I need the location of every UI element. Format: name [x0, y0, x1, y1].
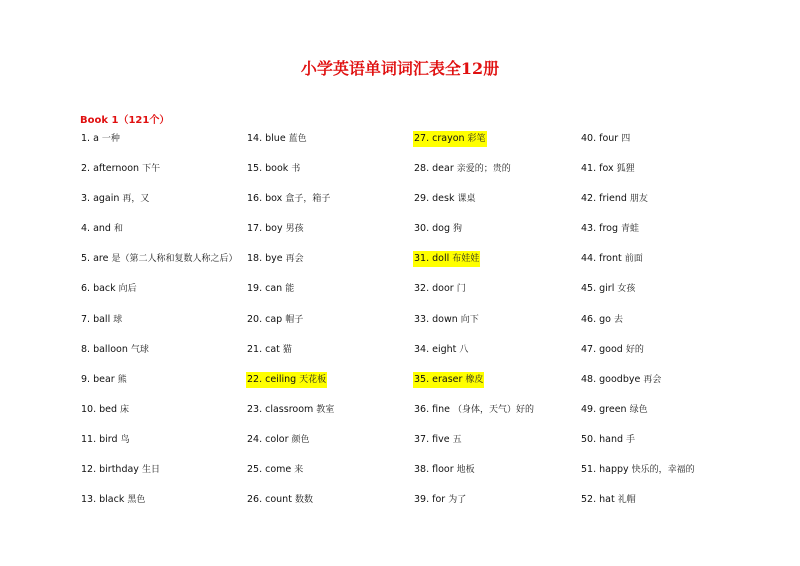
- english-word: 37. five: [414, 433, 450, 445]
- vocab-entry: [580, 191, 649, 207]
- english-word: 25. come: [247, 464, 292, 476]
- chinese-meaning: 猫: [282, 344, 292, 355]
- vocab-cell: [246, 191, 413, 221]
- english-word: 31. doll: [414, 253, 450, 265]
- vocab-entry: [580, 342, 645, 358]
- english-word: 49. green: [581, 403, 627, 415]
- vocab-cell: [80, 402, 246, 432]
- english-word: 18. bye: [247, 253, 283, 265]
- chinese-meaning: 狐狸: [616, 164, 635, 175]
- english-word: 29. desk: [414, 193, 455, 205]
- english-word: 36. fine: [414, 403, 450, 415]
- vocab-cell: [580, 432, 747, 462]
- vocab-entry: [246, 312, 304, 328]
- chinese-meaning: 床: [120, 404, 130, 415]
- vocabulary-grid: [80, 131, 747, 522]
- vocab-cell: [246, 131, 413, 161]
- chinese-meaning: 好的: [625, 344, 644, 355]
- english-word: 17. boy: [247, 223, 283, 235]
- english-word: 8. balloon: [81, 343, 128, 355]
- chinese-meaning: 数数: [294, 495, 313, 506]
- chinese-meaning: 礼帽: [617, 495, 636, 506]
- vocab-cell: [246, 432, 413, 462]
- chinese-meaning: 和: [113, 224, 123, 235]
- vocab-entry: [580, 281, 636, 297]
- english-word: 6. back: [81, 283, 116, 295]
- vocab-entry: [580, 462, 696, 478]
- english-word: 45. girl: [581, 283, 615, 295]
- english-word: 1. a: [81, 133, 99, 144]
- vocab-cell: [80, 372, 246, 402]
- chinese-meaning: 黑色: [127, 495, 146, 506]
- chinese-meaning: 再会: [643, 374, 662, 385]
- vocab-entry: [80, 342, 150, 358]
- vocab-entry: [80, 492, 146, 508]
- chinese-meaning: 再会: [285, 254, 304, 265]
- english-word: 27. crayon: [414, 133, 465, 144]
- vocab-cell: [413, 432, 580, 462]
- vocab-entry: [80, 131, 121, 147]
- chinese-meaning: 手: [626, 434, 636, 445]
- vocab-entry: [80, 372, 128, 388]
- vocab-entry: [246, 131, 308, 147]
- chinese-meaning: 门: [456, 284, 466, 295]
- chinese-meaning: （身体，天气）好的: [452, 404, 534, 415]
- english-word: 4. and: [81, 223, 111, 235]
- vocab-cell: [580, 342, 747, 372]
- vocab-entry: [80, 221, 124, 237]
- vocab-entry: [246, 492, 314, 508]
- chinese-meaning: 绿色: [629, 404, 648, 415]
- chinese-meaning: 再，又: [122, 194, 150, 205]
- vocab-cell: [80, 462, 246, 492]
- chinese-meaning: 熊: [117, 374, 127, 385]
- chinese-meaning: 快乐的，幸福的: [631, 465, 695, 476]
- vocab-entry: [80, 312, 123, 328]
- vocab-entry: [246, 342, 293, 358]
- vocab-entry: [246, 462, 304, 478]
- vocab-cell: [246, 251, 413, 281]
- vocab-entry: [80, 281, 138, 297]
- vocab-cell: [413, 251, 580, 281]
- vocab-entry: [580, 251, 644, 267]
- vocab-entry: [246, 251, 305, 267]
- vocab-entry: [580, 131, 631, 147]
- vocab-cell: [580, 492, 747, 522]
- chinese-meaning: 五: [452, 434, 462, 445]
- vocab-cell: [413, 492, 580, 522]
- chinese-meaning: 布娃娃: [452, 254, 480, 265]
- chinese-meaning: 地板: [456, 465, 475, 476]
- vocab-cell: [580, 251, 747, 281]
- english-word: 24. color: [247, 433, 289, 445]
- vocab-cell: [80, 161, 246, 191]
- english-word: 12. birthday: [81, 464, 139, 476]
- english-word: 47. good: [581, 343, 623, 355]
- vocab-cell: [80, 432, 246, 462]
- chinese-meaning: 彩笔: [467, 134, 486, 144]
- vocab-cell: [80, 131, 246, 161]
- vocab-entry: [413, 402, 535, 418]
- chinese-meaning: 教室: [316, 404, 335, 415]
- english-word: 46. go: [581, 313, 611, 325]
- vocab-entry-highlighted: [246, 372, 327, 388]
- vocab-entry: [580, 432, 636, 448]
- chinese-meaning: 向后: [118, 284, 137, 295]
- vocab-cell: [80, 312, 246, 342]
- english-word: 15. book: [247, 163, 289, 175]
- chinese-meaning: 青蛙: [621, 224, 640, 235]
- english-word: 43. frog: [581, 223, 619, 235]
- english-word: 3. again: [81, 193, 120, 205]
- vocab-cell: [246, 161, 413, 191]
- chinese-meaning: 帽子: [285, 314, 304, 325]
- chinese-meaning: 亲爱的；贵的: [456, 164, 511, 175]
- chinese-meaning: 球: [113, 314, 123, 325]
- chinese-meaning: 向下: [460, 314, 479, 325]
- vocab-entry: [246, 221, 305, 237]
- english-word: 28. dear: [414, 163, 454, 175]
- vocab-cell: [580, 191, 747, 221]
- english-word: 14. blue: [247, 133, 286, 144]
- chinese-meaning: 颜色: [291, 434, 310, 445]
- vocab-entry: [413, 191, 476, 207]
- vocab-cell: [246, 492, 413, 522]
- vocab-cell: [246, 372, 413, 402]
- vocab-cell: [80, 492, 246, 522]
- chinese-meaning: 蓝色: [288, 134, 307, 144]
- english-word: 11. bird: [81, 433, 118, 445]
- vocab-entry: [580, 161, 636, 177]
- vocab-entry: [413, 312, 480, 328]
- chinese-meaning: 狗: [453, 224, 463, 235]
- chinese-meaning: 鸟: [120, 434, 130, 445]
- vocab-cell: [80, 281, 246, 311]
- english-word: 44. front: [581, 253, 622, 265]
- english-word: 42. friend: [581, 193, 627, 205]
- vocab-cell: [246, 221, 413, 251]
- vocab-cell: [580, 131, 747, 161]
- vocab-cell: [580, 462, 747, 492]
- english-word: 52. hat: [581, 494, 615, 506]
- vocab-cell: [80, 221, 246, 251]
- chinese-meaning: 来: [294, 465, 304, 476]
- vocab-cell: [413, 462, 580, 492]
- english-word: 9. bear: [81, 373, 115, 385]
- vocab-cell: [246, 281, 413, 311]
- vocab-entry-highlighted: [413, 251, 480, 267]
- english-word: 10. bed: [81, 403, 118, 415]
- vocab-entry: [246, 432, 311, 448]
- vocab-entry-highlighted: [413, 372, 484, 388]
- vocab-cell: [413, 191, 580, 221]
- english-word: 21. cat: [247, 343, 280, 355]
- vocab-entry: [80, 432, 131, 448]
- english-word: 41. fox: [581, 163, 614, 175]
- vocab-cell: [580, 312, 747, 342]
- english-word: 2. afternoon: [81, 163, 140, 175]
- vocab-entry: [413, 342, 469, 358]
- chinese-meaning: 橡皮: [465, 374, 484, 385]
- english-word: 51. happy: [581, 464, 629, 476]
- vocab-entry: [246, 191, 331, 207]
- chinese-meaning: 朋友: [629, 194, 648, 205]
- vocab-entry: [80, 462, 161, 478]
- vocab-cell: [246, 402, 413, 432]
- vocab-cell: [413, 281, 580, 311]
- vocab-entry-highlighted: [413, 131, 487, 147]
- vocab-cell: [580, 372, 747, 402]
- vocab-entry: [80, 191, 150, 207]
- vocab-entry: [413, 432, 463, 448]
- vocab-cell: [580, 402, 747, 432]
- vocab-cell: [246, 342, 413, 372]
- chinese-meaning: 八: [459, 344, 469, 355]
- vocab-entry: [580, 372, 662, 388]
- vocab-cell: [580, 221, 747, 251]
- english-word: 34. eight: [414, 343, 457, 355]
- english-word: 20. cap: [247, 313, 283, 325]
- english-word: 16. box: [247, 193, 283, 205]
- english-word: 19. can: [247, 283, 283, 295]
- chinese-meaning: 去: [613, 314, 623, 325]
- vocab-entry: [413, 221, 463, 237]
- english-word: 26. count: [247, 494, 292, 506]
- english-word: 38. floor: [414, 464, 454, 476]
- vocab-cell: [580, 161, 747, 191]
- vocab-cell: [413, 161, 580, 191]
- vocab-entry: [246, 402, 335, 418]
- vocab-cell: [413, 402, 580, 432]
- vocab-cell: [580, 281, 747, 311]
- vocab-entry: [580, 492, 637, 508]
- english-word: 40. four: [581, 133, 619, 144]
- vocab-cell: [413, 312, 580, 342]
- chinese-meaning: 女孩: [617, 284, 636, 295]
- chinese-meaning: 天花板: [299, 374, 327, 385]
- english-word: 22. ceiling: [247, 373, 297, 385]
- vocab-cell: [80, 191, 246, 221]
- chinese-meaning: 前面: [624, 254, 643, 265]
- vocab-cell: [413, 221, 580, 251]
- english-word: 48. goodbye: [581, 373, 641, 385]
- vocab-cell: [80, 251, 246, 281]
- vocab-cell: [413, 131, 580, 161]
- document-title: 小学英语单词词汇表全12册: [300, 59, 500, 78]
- english-word: 5. are: [81, 253, 109, 265]
- chinese-meaning: 为了: [448, 495, 467, 506]
- vocab-cell: [413, 372, 580, 402]
- english-word: 35. eraser: [414, 373, 463, 385]
- chinese-meaning: 生日: [141, 465, 160, 476]
- vocab-entry: [413, 492, 467, 508]
- vocab-cell: [413, 342, 580, 372]
- english-word: 39. for: [414, 494, 446, 506]
- vocab-cell: [246, 462, 413, 492]
- chinese-meaning: 气球: [130, 344, 149, 355]
- english-word: 30. dog: [414, 223, 451, 235]
- english-word: 32. door: [414, 283, 454, 295]
- chinese-meaning: 一种: [101, 134, 120, 144]
- chinese-meaning: 课桌: [457, 194, 476, 205]
- english-word: 23. classroom: [247, 403, 314, 415]
- vocab-entry: [246, 281, 295, 297]
- vocab-cell: [246, 312, 413, 342]
- chinese-meaning: 书: [291, 164, 301, 175]
- vocab-entry: [580, 221, 640, 237]
- chinese-meaning: 盒子，箱子: [285, 194, 331, 205]
- english-word: 13. black: [81, 494, 125, 506]
- vocab-cell: [80, 342, 246, 372]
- vocab-entry: [80, 251, 238, 267]
- vocab-entry: [580, 312, 624, 328]
- vocab-entry: [413, 281, 467, 297]
- book-heading: Book 1（121个）: [80, 115, 170, 126]
- chinese-meaning: 下午: [142, 164, 161, 175]
- vocab-entry: [80, 161, 161, 177]
- chinese-meaning: 能: [285, 284, 295, 295]
- vocab-entry: [80, 402, 130, 418]
- vocab-entry: [246, 161, 301, 177]
- vocab-entry: [580, 402, 649, 418]
- chinese-meaning: 是（第二人称和复数人称之后）: [111, 254, 238, 265]
- vocab-entry: [413, 161, 512, 177]
- vocab-entry: [413, 462, 476, 478]
- chinese-meaning: 男孩: [285, 224, 304, 235]
- english-word: 7. ball: [81, 313, 111, 325]
- english-word: 33. down: [414, 313, 458, 325]
- english-word: 50. hand: [581, 433, 624, 445]
- chinese-meaning: 四: [621, 134, 631, 144]
